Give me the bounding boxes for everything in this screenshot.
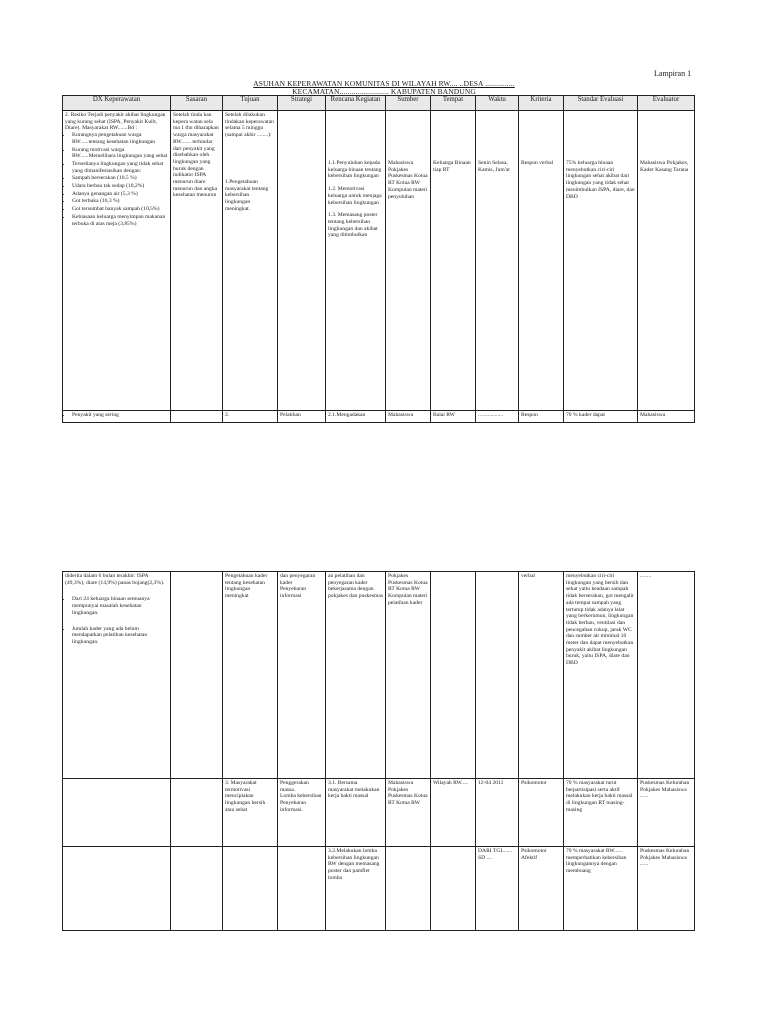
cell-standar <box>564 779 638 847</box>
cell-strategi <box>278 411 326 423</box>
header-sasaran: Sasaran <box>171 96 223 111</box>
dx-bullet: • Adanya genangan air (5,3 %) <box>72 191 168 198</box>
waktu-3b: DARI TGL...... SD .... <box>478 848 513 861</box>
cell-tempat <box>431 111 476 411</box>
cell-sasaran <box>171 779 223 847</box>
rencana-1-1: 1.1.Penyuluhan kepada keluarga binaan tentang kebersihan lingkungan <box>328 160 382 180</box>
table-row <box>63 779 695 847</box>
table-row <box>63 572 695 779</box>
cell-evaluator <box>638 111 695 411</box>
rencana-3-1: 3.1. Bersama masyarakat melakukan kerja bakti massal <box>328 780 380 800</box>
cell-tempat <box>431 572 476 779</box>
tujuan-2: Pengetahuan kader tentang kesehatan lingkungan meningkat <box>225 573 268 600</box>
cell-rencana <box>326 572 386 779</box>
cell-dx <box>63 411 171 423</box>
sumber-2-cont: Pokjakes Puskesmas Kotua RT Kotua RW Kumpulan materi pelatihan kader <box>388 573 428 606</box>
cell-sumber <box>386 411 431 423</box>
care-plan-table-page2 <box>62 571 695 931</box>
dx-bullet: • Udara berbau tak sedap (10,2%) <box>72 183 168 190</box>
dx-bullet: • Sampah berserakan (10,5 %) <box>72 175 168 182</box>
cell-kriteria <box>519 111 564 411</box>
cell-tempat <box>431 779 476 847</box>
kriteria-2: Respon <box>521 412 538 418</box>
cell-rencana <box>326 847 386 931</box>
tempat-3: Wilayah RW..... <box>433 780 469 786</box>
kriteria-2-cont: verbal <box>521 573 535 579</box>
strategi-2: Pelatihan <box>280 412 301 418</box>
cell-tujuan <box>223 111 278 411</box>
cell-sasaran <box>171 572 223 779</box>
cell-sumber <box>386 111 431 411</box>
cell-waktu <box>476 847 519 931</box>
table-row <box>63 111 695 411</box>
evaluator-2: Mahasiswa <box>640 412 666 418</box>
rencana-2: 2.1.Mengadakan <box>328 412 366 418</box>
sumber-2: Mahasiswa <box>388 412 414 418</box>
rencana-2-cont: an pelatihan dan penyegaran kader bekerjasama dengan pokjakes dan puskesmas <box>328 573 383 600</box>
evaluator-2-cont: ........ <box>640 573 652 579</box>
header-evaluator: Evaluator <box>638 96 695 111</box>
tempat-1: Keluarga Binaan tiap RT <box>433 160 471 173</box>
dx-bullet: • Kebiasaan keluarga menyimpan makanan terbuka di atas meja (3,85%) <box>72 214 168 227</box>
cell-dx <box>63 111 171 411</box>
header-tempat: Tempat <box>431 96 476 111</box>
cell-sumber <box>386 779 431 847</box>
header-kriteria: Kriteria <box>519 96 564 111</box>
cell-dx <box>63 847 171 931</box>
cell-strategi <box>278 572 326 779</box>
sumber-1: Mahasiswa Pokjakes Puskesmas Kotua RT Kotua RW Kumpulan materi penyuluhan <box>388 160 428 200</box>
cell-strategi <box>278 779 326 847</box>
cell-evaluator <box>638 572 695 779</box>
header-waktu: Waktu <box>476 96 519 111</box>
care-plan-table-page1 <box>62 95 695 423</box>
cell-dx <box>63 572 171 779</box>
standar-3: 70 % masyarakat turut berpartisipasi serta aktif melakukan kerja bakti massal di lingkungan RT masing-masing <box>566 780 633 813</box>
cell-waktu <box>476 779 519 847</box>
cell-kriteria <box>519 572 564 779</box>
evaluator-1: Mahasiswa Pokjakes, Kader Kasang Tarana <box>640 160 689 173</box>
dx-bullet: • Dari 24 keluarga binaan semuanya mempunyai masalah kesehatan lingkungan. <box>72 596 168 616</box>
cell-rencana <box>326 111 386 411</box>
dx-bullet: • Got tersumbat banyak sampah (10,5%) <box>72 206 168 213</box>
sumber-3: Mahasiswa Pokjakes Puskesmas Kotua RT Kotua RW <box>388 780 428 807</box>
header-sumber: Sumber <box>386 96 431 111</box>
dx-bullet: • Jumlah kader yang ada belum mendapatkan pelatihan kesehatan lingkungan. <box>72 626 168 646</box>
tempat-2: Balai RW <box>433 412 455 418</box>
cell-tujuan <box>223 411 278 423</box>
cell-dx <box>63 779 171 847</box>
evaluator-3b: Puskesmas Kelurahan Pokjakes Mahasiswa ...... <box>640 848 690 868</box>
rencana-3-2: 3.2.Melakukan lomba kebersihan lingkungan RW dengan memasang poster dan pamflet lomba <box>328 848 380 881</box>
dx-bullet: • Kurangnya pengetahuan warga RW......tentang kesehatan lingkungan <box>72 132 168 145</box>
evaluator-3: Puskesmas Kelurahan Pokjakes Mahasiswa ...... <box>640 780 690 800</box>
cell-standar <box>564 411 638 423</box>
document-subtitle: KECAMATAN......................... KABUPATEN BANDUNG <box>292 87 476 96</box>
lampiran-label: Lampiran 1 <box>654 69 692 78</box>
dx-bullet: • Kurang motivasi warga RW......Memelihara lingkungan yang sehat <box>72 147 168 160</box>
table-header-row <box>63 96 695 111</box>
cell-tujuan <box>223 847 278 931</box>
cell-strategi <box>278 847 326 931</box>
cell-tujuan <box>223 572 278 779</box>
dx-bullet: • Penyakit yang sering <box>72 412 168 419</box>
dx-bullet: • Tersedianya lingkungan yang tidak sehat yang dimanifestasikan dengan: <box>72 161 168 174</box>
tujuan-intro: Setelah dilakukan tindakan keperawatan selama 5 minggu (sampai akhir ........): <box>225 112 274 139</box>
tujuan-2-number: 2. <box>225 412 230 418</box>
cell-tempat <box>431 411 476 423</box>
standar-2-cont: menyebutkan ciri-ciri lingkungan yang bersih dan sehat yaitu keadaan sampah tidak berserakan, got mengalir ada tempat sampah yang tertutup tidak adanya lalat yang berkerumun, lingkungan tidak berbau, ventilasi dan pencegahan cukup, jarak WC dan sumber air minimal 10 meter dan dapat menyebutkan penyakit akibat lingkungan buruk, yaitu ISPA, diare dan DBD <box>566 573 635 667</box>
tujuan-1: 1.Pengetahuan masyarakat tentang kebersihan lingkungan meningkat. <box>225 178 269 212</box>
cell-tujuan <box>223 779 278 847</box>
cell-sumber <box>386 572 431 779</box>
cell-waktu <box>476 111 519 411</box>
cell-sasaran <box>171 411 223 423</box>
cell-standar <box>564 572 638 779</box>
standar-1: 75% keluarga binaan menyebutkan ciri-ciri lingkungan sehat akibat dari lingkungan yang tidak sehat menimbulkan ISPA, diare, dan DBD <box>566 160 635 200</box>
cell-sasaran <box>171 111 223 411</box>
table-row <box>63 411 695 423</box>
cell-rencana <box>326 411 386 423</box>
sasaran-text: Setelah tinda kan kepera watan sela ma 1 thn diharapkan warga masyarakat RW....... terhindar dari penyakit yang disebabkan oleh lingkungan yang buruk dengan indikator ISPA menurun diare menurun dan angka kesehatan menurun <box>173 112 219 199</box>
cell-sumber <box>386 847 431 931</box>
rencana-1-3: 1.3. Memasang poster tentang kebersihan lingkungan dan akibat yang ditimbulkan <box>328 212 378 239</box>
cell-sasaran <box>171 847 223 931</box>
cell-evaluator <box>638 779 695 847</box>
header-tujuan: Tujuan <box>223 96 278 111</box>
dx-bullet: • Got terbuka (16,3 %) <box>72 198 168 205</box>
cell-evaluator <box>638 847 695 931</box>
cell-tempat <box>431 847 476 931</box>
waktu-2: .................. <box>478 412 504 418</box>
cell-standar <box>564 847 638 931</box>
cell-waktu <box>476 572 519 779</box>
strategi-2-cont: dan penyegaran kader Penyebaran informasi <box>280 573 316 600</box>
standar-2: 70 % kader dapat <box>566 412 605 418</box>
kriteria-1: Respon verbal <box>521 160 554 166</box>
header-strategi: Strategi <box>278 96 326 111</box>
dx-continuation: diderita dalam 6 bulan terakhir: ISPA (49,3%), diare (14,9%) panas bojang(2,3%). <box>65 573 165 586</box>
table-row <box>63 847 695 931</box>
tujuan-3: 3. Masyarakat termotivasi menciptakan lingkungan bersih atau sehat <box>225 780 266 813</box>
dx-intro: 2. Resiko Terjadi penyakit akibat lingkungan yang kurang sehat (ISPA, Penyakit Kulit, Diare). Masyarakat RW.......Bd : <box>65 112 166 132</box>
cell-kriteria <box>519 779 564 847</box>
header-dx: DX Keperawatan <box>63 96 171 111</box>
cell-waktu <box>476 411 519 423</box>
kriteria-3b: Psikomotor Afektif <box>521 848 547 861</box>
cell-kriteria <box>519 847 564 931</box>
cell-rencana <box>326 779 386 847</box>
kriteria-3: Psikomotor <box>521 780 547 786</box>
standar-3b: 70 % masyarakat RW...... memperhatikan kebersihan lingkungannya dengan membuang <box>566 848 627 875</box>
waktu-1: Senin Selasa, Kamis, Jum'at <box>478 160 510 173</box>
waktu-3: 12-04 2011 <box>478 780 504 786</box>
header-standar: Standar Evaluasi <box>564 96 638 111</box>
strategi-3: Penggerakan massa. Lomba kebersihan Penyebaran informasi. <box>280 780 322 813</box>
cell-kriteria <box>519 411 564 423</box>
cell-strategi <box>278 111 326 411</box>
document-title: ASUHAN KEPERAWATAN KOMUNITAS DI WILAYAH RW.... ..DESA ............... <box>253 79 515 88</box>
rencana-1-2: 1.2. Memotivasi keluarga untuk menjaga kebersihan lingkungan <box>328 186 382 206</box>
cell-standar <box>564 111 638 411</box>
header-rencana: Rencana Kegiatan <box>326 96 386 111</box>
cell-evaluator <box>638 411 695 423</box>
